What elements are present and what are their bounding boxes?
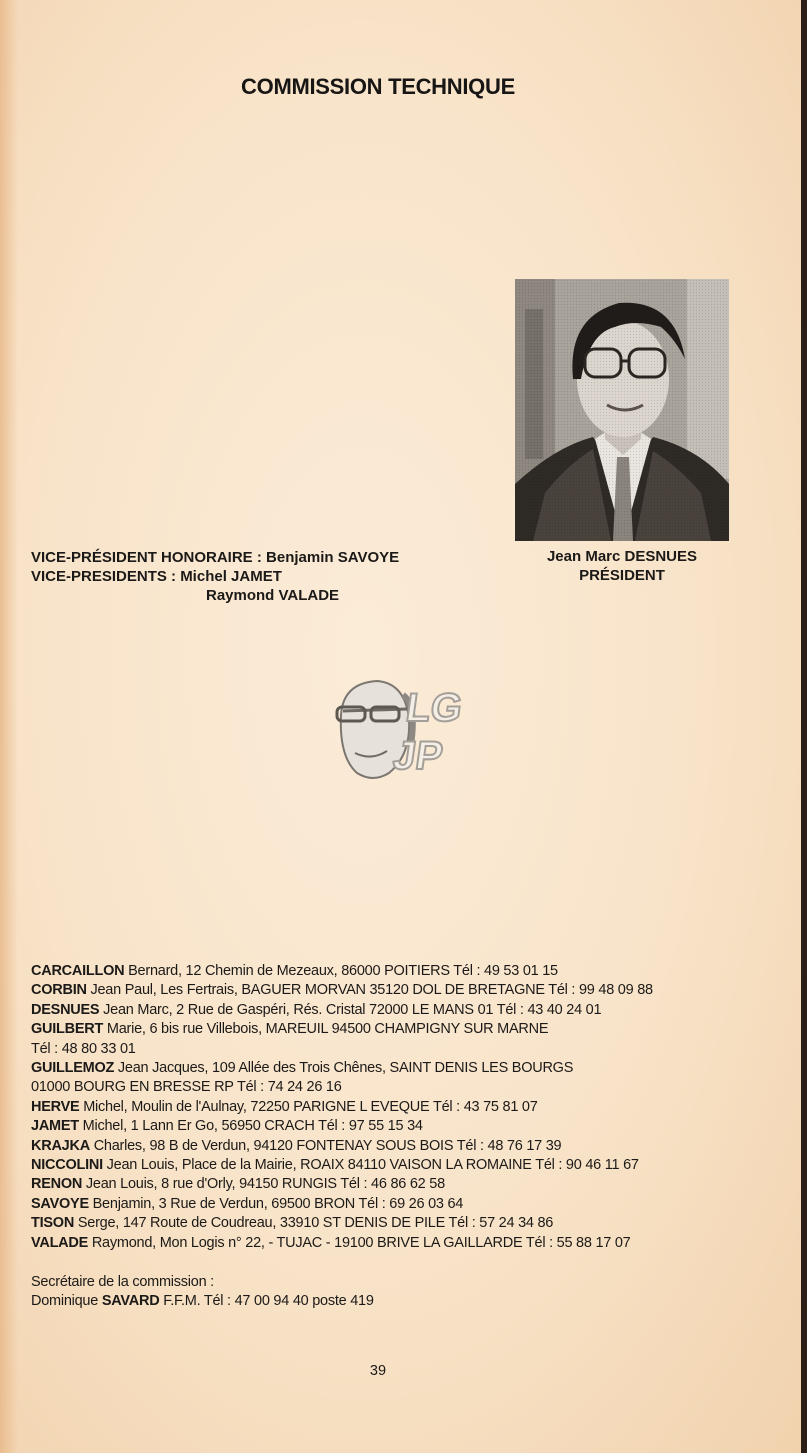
list-item	[31, 1001, 771, 1020]
vp-line	[31, 567, 471, 586]
vp-label: VICE-PRESIDENTS :	[31, 568, 181, 585]
list-item-continuation: 01000 BOURG EN BRESSE RP Tél : 74 24 26 16	[31, 1079, 342, 1096]
member-surname: JAMET	[31, 1118, 79, 1135]
watermark-text-top: LG	[403, 685, 466, 730]
president-photo	[515, 279, 729, 541]
watermark-text-bottom: JP	[390, 733, 446, 778]
member-surname: NICCOLINI	[31, 1157, 103, 1174]
list-item	[31, 1156, 771, 1175]
list-item	[31, 1020, 771, 1039]
member-surname: SAVOYE	[31, 1195, 89, 1212]
honorary-vp-label: VICE-PRÉSIDENT HONORAIRE :	[31, 549, 267, 566]
honorary-vp-line	[31, 548, 471, 567]
list-item	[31, 981, 771, 1000]
member-surname: TISON	[31, 1215, 75, 1232]
member-surname: GUILLEMOZ	[31, 1060, 115, 1077]
member-details: Michel, Moulin de l'Aulnay, 72250 PARIGNE L EVEQUE Tél : 43 75 81 07	[79, 1098, 538, 1115]
member-details: Jean Marc, 2 Rue de Gaspéri, Rés. Cristal 72000 LE MANS 01 Tél : 43 40 24 01	[99, 1001, 602, 1018]
page-edge-shadow	[0, 0, 18, 1453]
member-surname: DESNUES	[31, 1001, 100, 1018]
secretary-line	[31, 1292, 731, 1311]
list-item	[31, 962, 771, 981]
member-details: Jean Louis, 8 rue d'Orly, 94150 RUNGIS Tél : 46 86 62 58	[82, 1176, 445, 1193]
page-title: COMMISSION TECHNIQUE	[241, 74, 515, 99]
member-surname: RENON	[31, 1176, 83, 1193]
list-item	[31, 1117, 771, 1136]
list-item	[31, 1175, 771, 1194]
president-caption	[510, 547, 734, 585]
secretary-first-name: Dominique	[31, 1293, 102, 1310]
member-details: Jean Jacques, 109 Allée des Trois Chênes, SAINT DENIS LES BOURGS	[114, 1060, 574, 1077]
member-surname: VALADE	[31, 1234, 89, 1251]
secretary-details: F.F.M. Tél : 47 00 94 40 poste 419	[159, 1293, 374, 1310]
vp-line-2	[31, 586, 471, 605]
list-item	[31, 1195, 771, 1214]
vice-presidents-block	[31, 548, 471, 605]
member-surname: CARCAILLON	[31, 963, 125, 979]
member-surname: CORBIN	[31, 982, 87, 999]
member-details: Charles, 98 B de Verdun, 94120 FONTENAY SOUS BOIS Tél : 48 76 17 39	[89, 1137, 562, 1154]
member-details: Bernard, 12 Chemin de Mezeaux, 86000 POITIERS Tél : 49 53 01 15	[124, 963, 558, 979]
member-details: Marie, 6 bis rue Villebois, MAREUIL 94500 CHAMPIGNY SUR MARNE	[103, 1021, 549, 1038]
member-details: Jean Paul, Les Fertrais, BAGUER MORVAN 35120 DOL DE BRETAGNE Tél : 99 48 09 88	[86, 982, 653, 999]
president-name: Jean Marc DESNUES	[546, 548, 698, 565]
secretary-surname: SAVARD	[101, 1293, 160, 1310]
list-item	[31, 1214, 771, 1233]
member-surname: GUILBERT	[31, 1021, 104, 1038]
member-list	[31, 962, 771, 1253]
watermark-logo	[333, 675, 478, 783]
list-item	[31, 1059, 771, 1078]
vp-name-2: Raymond VALADE	[206, 587, 340, 604]
secretary-block	[31, 1273, 731, 1312]
vp-name-1: Michel JAMET	[180, 568, 282, 585]
member-surname: KRAJKA	[31, 1137, 90, 1154]
list-item	[31, 1137, 771, 1156]
secretary-heading: Secrétaire de la commission :	[31, 1274, 214, 1290]
list-item-continuation: Tél : 48 80 33 01	[31, 1040, 136, 1057]
member-details: Michel, 1 Lann Er Go, 56950 CRACH Tél : 97 55 15 34	[78, 1118, 423, 1135]
list-item	[31, 1098, 771, 1117]
honorary-vp-name: Benjamin SAVOYE	[266, 549, 400, 566]
member-surname: HERVE	[31, 1098, 80, 1115]
page-edge-dark	[801, 0, 807, 1453]
page-number: 39	[369, 1363, 387, 1379]
member-details: Raymond, Mon Logis n° 22, - TUJAC - 19100 BRIVE LA GAILLARDE Tél : 55 88 17 07	[88, 1234, 631, 1251]
list-item	[31, 1234, 771, 1253]
president-role: PRÉSIDENT	[579, 567, 665, 584]
member-details: Serge, 147 Route de Coudreau, 33910 ST DENIS DE PILE Tél : 57 24 34 86	[74, 1215, 554, 1232]
member-details: Jean Louis, Place de la Mairie, ROAIX 84110 VAISON LA ROMAINE Tél : 90 46 11 67	[102, 1157, 639, 1174]
member-details: Benjamin, 3 Rue de Verdun, 69500 BRON Tél : 69 26 03 64	[88, 1195, 464, 1212]
